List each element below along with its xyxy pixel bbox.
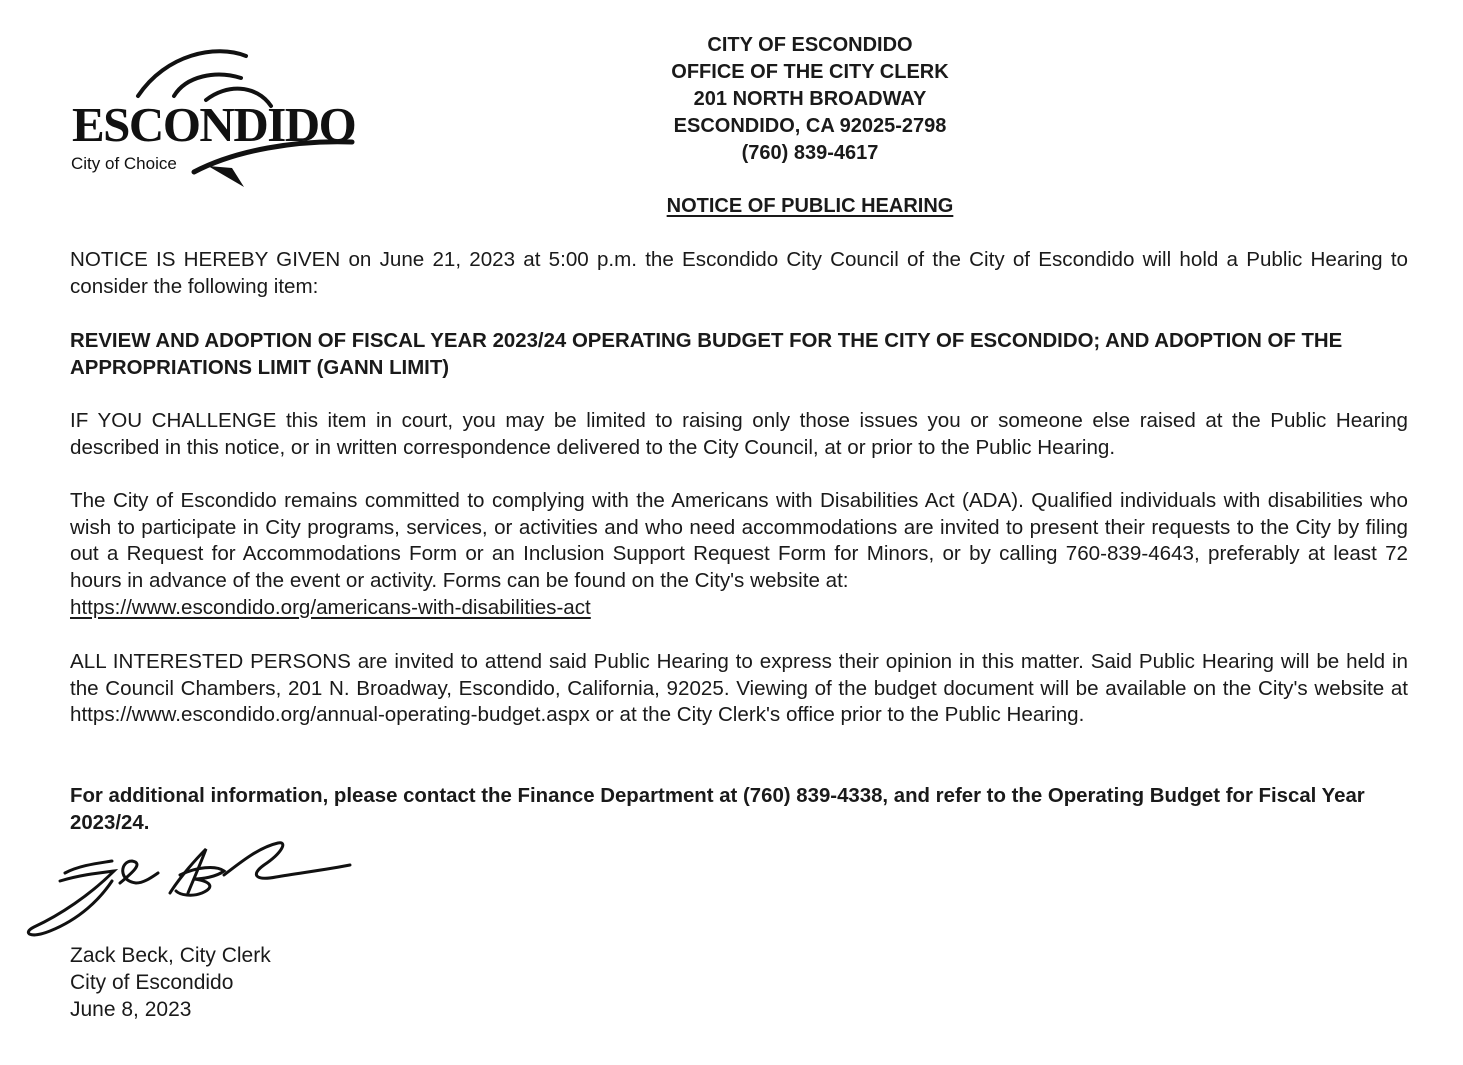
signature-image [20,835,360,940]
contact-paragraph: For additional information, please contact the Finance Department at (760) 839-4338, and refer to the Operating Budget for Fiscal Year 2023/24. [70,785,1365,834]
ada-paragraph [70,488,1408,622]
city-logo [66,44,366,194]
intro-paragraph: NOTICE IS HEREBY GIVEN on June 21, 2023 at 5:00 p.m. the Escondido City Council of the City of Escondido will hold a Public Hearing to consider the following item: [70,248,1408,298]
signoff-organization: City of Escondido [70,971,234,994]
letterhead-phone: (760) 839-4617 [741,142,879,164]
letterhead-street: 201 NORTH BROADWAY [693,88,927,110]
attend-paragraph: ALL INTERESTED PERSONS are invited to attend said Public Hearing to express their opinion in this matter. Said Public Hearing will be held in the Council Chambers, 201 N. Broadway, Escondido, California, 92025. Viewing of the budget document will be available on the City's website at https://www.escondido.org/annual-operating-budget.aspx or at the City Clerk's office prior to the Public Hearing. [70,650,1408,727]
challenge-paragraph: IF YOU CHALLENGE this item in court, you may be limited to raising only those issues you or someone else raised at the Public Hearing described in this notice, or in written correspondence delivered to the City Council, at or prior to the Public Hearing. [70,409,1408,459]
notice-title [560,193,1060,220]
signoff-date: June 8, 2023 [70,998,192,1021]
letterhead-city: CITY OF ESCONDIDO [707,34,913,56]
letterhead [560,32,1060,167]
letterhead-city-state-zip: ESCONDIDO, CA 92025-2798 [673,115,947,137]
ada-link[interactable]: https://www.escondido.org/americans-with-disabilities-act [70,595,591,619]
signoff-name-title: Zack Beck, City Clerk [70,944,271,967]
hearing-item: REVIEW AND ADOPTION OF FISCAL YEAR 2023/24 OPERATING BUDGET FOR THE CITY OF ESCONDIDO; AND ADOPTION OF THE APPROPRIATIONS LIMIT (GANN LIMIT) [70,330,1343,379]
letterhead-office: OFFICE OF THE CITY CLERK [671,61,949,83]
logo-wordmark: ESCONDIDO [72,97,356,152]
logo-tagline: City of Choice [71,154,177,173]
signoff-block [70,942,271,1023]
ada-text: The City of Escondido remains committed to complying with the Americans with Disabilities Act (ADA). Qualified individuals with disabilities who wish to participate in City programs, services, or activities and who need accommodations are invited to present their requests to the City by filing out a Request for Accommodations Form or an Inclusion Support Request Form for Minors, or by calling 760-839-4643, preferably at least 72 hours in advance of the event or activity. Forms can be found on the City's website at: [70,489,1408,593]
notice-title-text: NOTICE OF PUBLIC HEARING [666,195,954,217]
